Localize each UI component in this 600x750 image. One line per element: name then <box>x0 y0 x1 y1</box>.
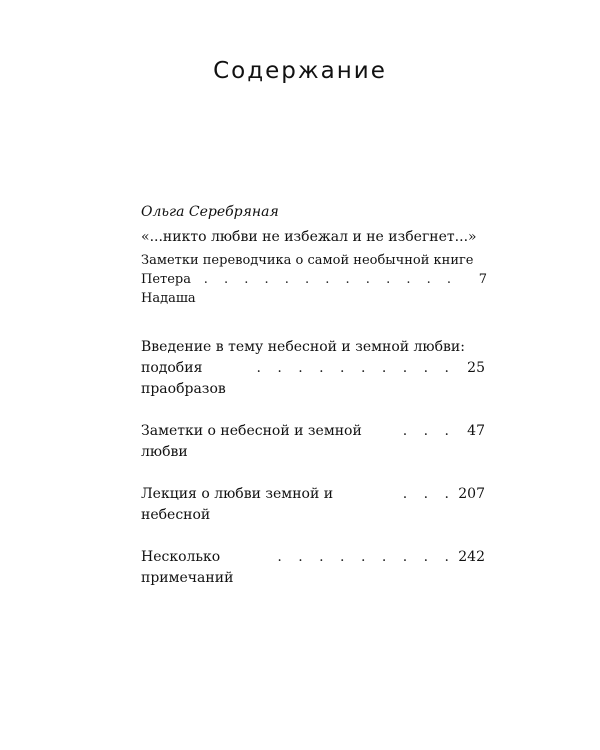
entry-title: Лекция о любви земной и небесной <box>141 486 334 523</box>
leader-dots: . . . <box>402 486 455 502</box>
toc-entry-introduction[interactable] <box>141 337 485 400</box>
toc-row[interactable] <box>141 270 485 308</box>
toc-entry-remarks[interactable] <box>141 547 485 589</box>
leader-dots: . . . . . . . . . . . . . <box>203 272 457 287</box>
entry-title: Несколько примечаний <box>141 549 234 586</box>
leader-dots: . . . <box>402 423 455 439</box>
page-number: 242 <box>458 549 485 565</box>
leader-dots: . . . . . . . . . <box>277 549 455 565</box>
toc-entry-lecture[interactable] <box>141 484 485 526</box>
page-number: 25 <box>467 360 485 376</box>
section-author: Ольга Серебряная <box>141 204 279 220</box>
page-number: 47 <box>467 423 485 439</box>
toc-section-translator <box>141 202 485 308</box>
section-quote: «...никто любви не избежал и не избегнет...» <box>141 229 477 245</box>
section-subtitle-line2: Петера Надаша <box>141 272 196 306</box>
leader-dots: . . . . . . . . . . <box>256 360 455 376</box>
entry-title: Заметки о небесной и земной любви <box>141 423 362 460</box>
entry-title-line1: Введение в тему небесной и земной любви: <box>141 339 465 355</box>
section-subtitle-line1: Заметки переводчика о самой необычной книге <box>141 253 474 268</box>
page-number: 7 <box>478 272 487 287</box>
page-number: 207 <box>458 486 485 502</box>
page-title: Содержание <box>213 58 387 84</box>
entry-title-line2: подобия праобразов <box>141 360 226 397</box>
toc-entry-notes[interactable] <box>141 421 485 463</box>
table-of-contents <box>141 202 485 589</box>
